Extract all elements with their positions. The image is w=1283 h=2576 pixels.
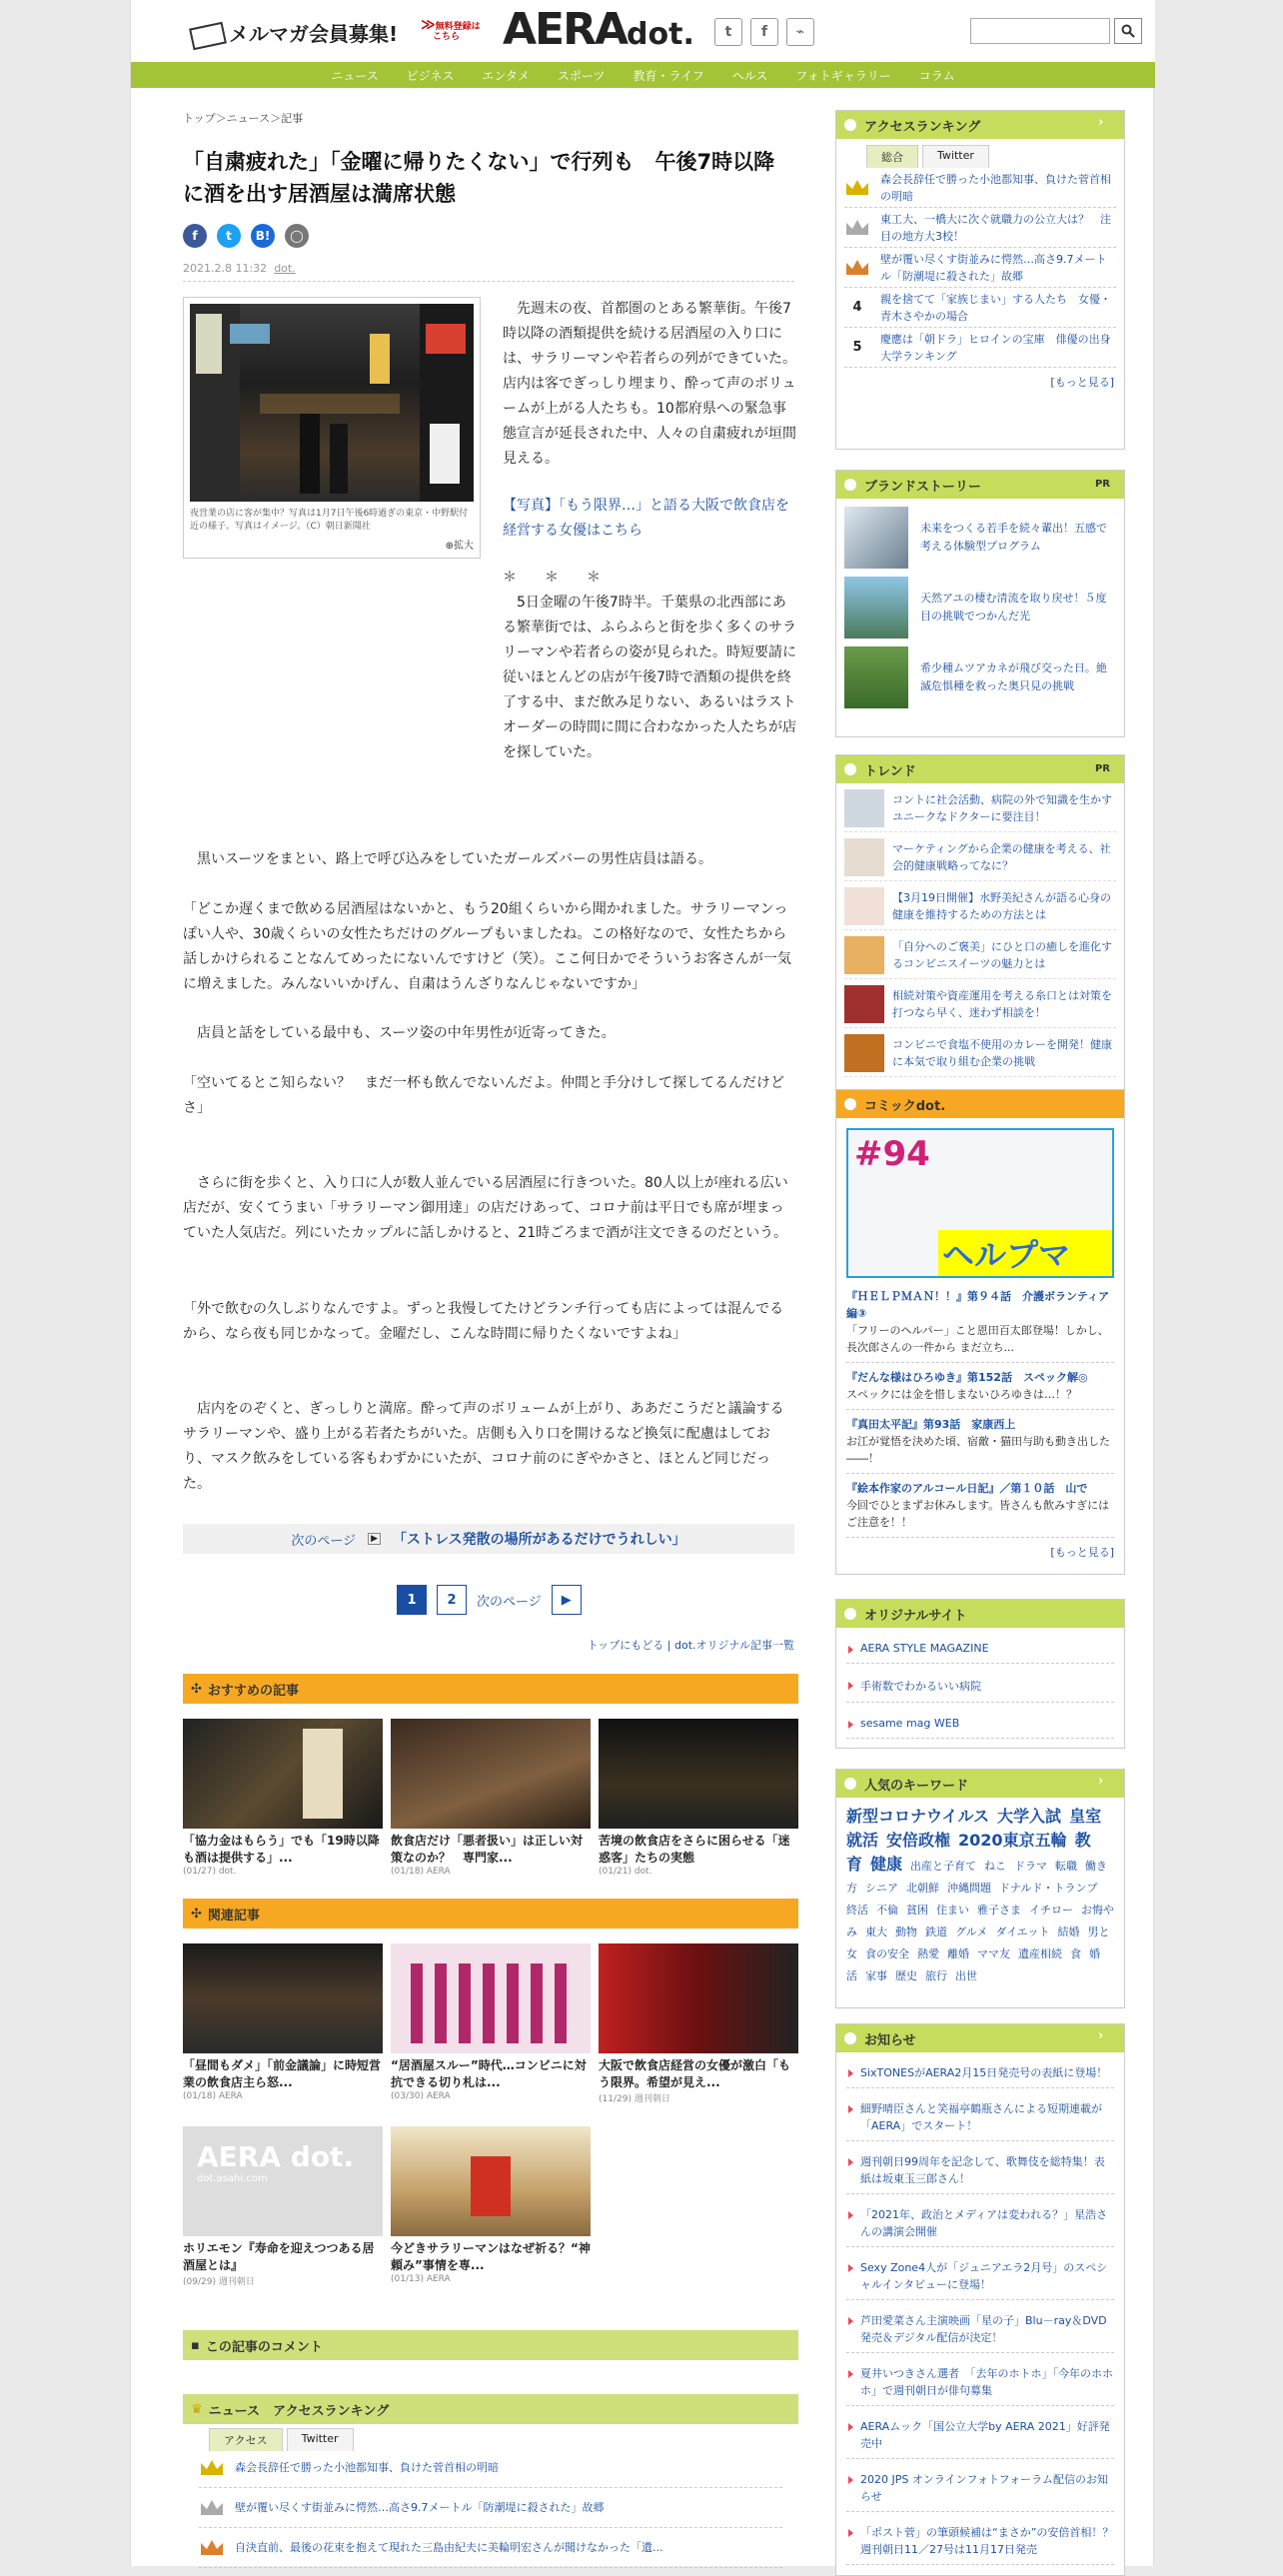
recommended-title: おすすめの記事 <box>207 1683 300 1699</box>
keyword-link[interactable]: 教育 <box>846 1831 1091 1874</box>
recommended-thumb <box>391 1719 591 1829</box>
keyword-link[interactable]: 北朝鮮 <box>906 1882 939 1895</box>
keyword-link[interactable]: 食 <box>1070 1947 1081 1960</box>
ranking-item[interactable] <box>844 208 1116 248</box>
related-meta-4: (09/29) 週刊朝日 <box>183 2277 255 2287</box>
paragraph-1: 先週末の夜、首都圏のとある繁華街。午後7時以降の酒類提供を続ける居酒屋の入り口には、サラリーマンや若者らの列ができていた。店内は客でぎっしり埋まり、酔って声のボリュームが上がる人たちも。10都府県への緊急事態宣言が延長された中、人々の自粛疲れが垣間見える。 <box>503 301 796 467</box>
keyword-link[interactable]: 歴史 <box>895 1969 917 1982</box>
recommended-title-2: 飲食店だけ「悪者扱い」は正しい対策なのか？ 専門家... <box>391 1834 584 1865</box>
keyword-link[interactable]: 遺産相続 <box>1018 1947 1062 1960</box>
article-date: 2021.2.8 11:32 <box>183 262 268 275</box>
news-ranking-header <box>183 2394 798 2424</box>
keyword-link[interactable]: 男と女 <box>846 1926 1110 1960</box>
pager-next-link[interactable]: 次のページ <box>477 1594 542 1610</box>
related-thumb <box>391 1943 591 2053</box>
keyword-link[interactable]: 結婚 <box>1057 1926 1080 1938</box>
mailmag-label: メルマガ会員募集! <box>229 22 399 46</box>
nav-news[interactable]: ニュース <box>331 68 379 83</box>
brand-story-item[interactable] <box>844 507 1116 569</box>
keyword-link[interactable]: 雅子さま <box>977 1904 1021 1917</box>
trend-text-6: コンビニで食塩不使用のカレーを開発！健康に本気で取り組む企業の挑戦 <box>892 1038 1112 1068</box>
next-page-label: 次のページ <box>291 1533 357 1549</box>
news-ranking-item[interactable] <box>199 2448 782 2488</box>
envelope-icon <box>189 21 227 50</box>
news-ranking-item[interactable] <box>199 2488 782 2528</box>
brand-story-text-1: 未来をつくる若手を続々輩出！五感で考える体験型プログラム <box>920 522 1107 553</box>
trend-text-4: 「自分へのご褒美」にひと口の癒しを進化するコンビニスイーツの魅力とは <box>892 940 1112 970</box>
brand-story-text-2: 天然アユの棲む清流を取り戻せ！５度目の挑戦でつかんだ光 <box>920 592 1107 623</box>
keyword-link[interactable]: 安倍政権 <box>886 1831 951 1850</box>
news-ranking-text-1: 森会長辞任で勝った小池都知事、負けた菅首相の明暗 <box>235 2461 499 2474</box>
recommended-card[interactable] <box>599 1719 798 1877</box>
bronze-crown-icon <box>844 257 870 279</box>
keyword-link[interactable]: ねこ <box>984 1860 1007 1873</box>
notice-box <box>835 2023 1125 2576</box>
mailmag-sub1: 無料登録は <box>435 22 481 32</box>
notice-item[interactable]: 細野晴臣さんと笑福亭鶴瓶さんによる短期連載が「AERA」でスタート！ <box>846 2094 1114 2141</box>
recommended-title-1: 「協力金はもらう」でも「19時以降も酒は提供する」... <box>183 1834 380 1865</box>
related-thumb <box>183 1943 383 2053</box>
ranking-item[interactable] <box>844 288 1116 328</box>
keyword-link[interactable]: 出産と子育て <box>910 1860 977 1873</box>
keyword-link[interactable]: 鉄道 <box>925 1926 947 1938</box>
chevron-right-icon: › <box>1098 1774 1104 1789</box>
comic-header[interactable] <box>836 1090 1124 1118</box>
keyword-link[interactable]: ママ友 <box>977 1947 1010 1960</box>
mailmag-sub2: こちら <box>433 32 461 42</box>
trend-text-5: 相続対策や資産運用を考える糸口とは対策を打つなら早く、迷わず相談を！ <box>892 989 1112 1019</box>
recommended-header <box>183 1674 798 1704</box>
recommended-card[interactable] <box>391 1719 591 1877</box>
ranking-item[interactable] <box>844 248 1116 288</box>
notice-title: お知らせ <box>864 2032 916 2048</box>
twitter-icon[interactable]: t <box>714 18 742 46</box>
trend-thumb <box>844 838 884 876</box>
comic-more-link[interactable]: [もっと見る] <box>1050 1546 1114 1559</box>
network-icon: ✣ <box>191 1906 202 1922</box>
keyword-link[interactable]: シニア <box>865 1882 898 1895</box>
pager-next-arrow-icon[interactable]: ▶ <box>552 1585 582 1615</box>
recommended-thumb <box>183 1719 383 1829</box>
global-nav <box>131 62 1155 88</box>
article-author[interactable]: dot. <box>274 262 296 275</box>
paragraph-9: 店内をのぞくと、ぎっしりと満席。酔って声のボリュームが上がり、ああだこうだと議論するサラリーマンや、盛り上がる若者たちがいた。店側も入り口を開けるなど換気に配慮はしており、マスク飲みをしている客もわずかにいたが、コロナ前のにぎやかさと、ほとんど同じだった。 <box>183 1401 784 1492</box>
notice-item[interactable]: 2020 JPS オンラインフォトフォーラム配信のお知らせ <box>846 2465 1114 2512</box>
rank-number-5: 5 <box>852 339 862 355</box>
keyword-link[interactable]: 終活 <box>846 1904 868 1917</box>
recommended-meta-1: (01/27) dot. <box>183 1867 237 1877</box>
chevron-right-icon: › <box>1098 115 1104 130</box>
paragraph-7: さらに街を歩くと、入り口に人が数人並んでいる居酒屋に行きついた。80人以上が座れる広い店だが、安くてうまい「サラリーマン御用達」の店だけあって、コロナ前は平日でも席が埋まっていた人気店だ。列にいたカップルに話しかけると、21時ごろまで酒が注文できるのだという。 <box>183 1175 788 1241</box>
paragraph-2: 5日金曜の午後7時半。千葉県の北西部にある繁華街では、ふらふらと街を歩く多くのサラリーマンや若者らの姿が見られた。時短要請に従いほとんどの店が午後7時で酒類の提供を終了する中、まだ飲み足りない、あるいはラストオーダーの時間に間に合わなかった人たちが店を探していた。 <box>503 595 796 760</box>
notice-item[interactable]: 夏井いつきさん選者 「去年のホトホ」「今年のホホホ」で週刊朝日が俳句募集 <box>846 2359 1114 2406</box>
network-icon: ✣ <box>191 1681 202 1697</box>
ranking-text-3: 壁が覆い尽くす街並みに愕然…高さ9.7メートル「防潮堤に殺された」故郷 <box>880 252 1107 283</box>
keyword-link[interactable]: 家事 <box>865 1969 887 1982</box>
tab-twitter[interactable]: Twitter <box>287 2428 354 2451</box>
ranking-box <box>835 110 1125 450</box>
related-title-4: ホリエモン『寿命を迎えつつある居酒屋とは』 <box>183 2241 375 2272</box>
logo-sub: dot. <box>627 17 694 52</box>
related-card[interactable] <box>391 1943 591 2101</box>
recommended-meta-3: (01/21) dot. <box>599 1867 652 1877</box>
nav-health[interactable]: ヘルス <box>731 68 768 83</box>
related-title-5: 今どきサラリーマンはなぜ祈る？“神頼み”事情を専... <box>391 2241 591 2272</box>
comic-box <box>835 1089 1125 1575</box>
keyword-header[interactable] <box>836 1770 1124 1798</box>
paragraph-6: 「空いてるとこ知らない？ まだ一杯も飲んでないんだよ。仲間と手分けして探してるんだけどさ」 <box>183 1075 784 1116</box>
zoom-icon: ⊕ <box>445 541 454 552</box>
ranking-text-5: 慶應は「朝ドラ」ヒロインの宝庫 俳優の出身大学ランキング <box>880 332 1111 363</box>
nav-photo-gallery[interactable]: フォトギャラリー <box>795 68 891 83</box>
search-button[interactable] <box>1114 18 1142 44</box>
footer-links: トップにもどる | dot.オリジナル記事一覧 <box>587 1639 794 1652</box>
ranking-text-1: 森会長辞任で勝った小池都知事、負けた菅首相の明暗 <box>880 172 1111 203</box>
trend-text-1: コントに社会活動、病院の外で知識を生かすユニークなドクターに要注目！ <box>892 793 1112 823</box>
news-ranking-item[interactable] <box>199 2528 782 2568</box>
recommended-card[interactable] <box>183 1719 383 1877</box>
next-page-box[interactable] <box>183 1524 794 1554</box>
keyword-link[interactable]: イチロー <box>1029 1904 1073 1917</box>
ranking-text-4: 親を捨てて「家族じまい」する人たち 女優・青木さやかの場合 <box>880 292 1111 323</box>
trend-thumb <box>844 789 884 827</box>
brand-story-thumb <box>844 577 908 639</box>
trend-title: トレンド <box>864 763 916 779</box>
notice-header[interactable] <box>836 2024 1124 2052</box>
nav-business[interactable]: ビジネス <box>406 68 455 83</box>
section-divider: ＊ ＊ ＊ <box>503 570 601 586</box>
original-site-title: オリジナルサイト <box>864 1608 967 1624</box>
rss-icon[interactable]: ⌁ <box>786 18 814 46</box>
keyword-link[interactable]: ドナルド・トランプ <box>999 1882 1098 1895</box>
pr-badge: PR <box>1094 479 1110 490</box>
keyword-link[interactable]: 食の安全 <box>865 1947 909 1960</box>
chevron-right-icon: › <box>1098 2028 1104 2043</box>
ranking-tabs <box>866 145 1124 168</box>
tab-access[interactable]: アクセス <box>209 2428 283 2451</box>
mailmag-signup-link[interactable]: ≫無料登録は こちら <box>421 17 481 42</box>
zoom-label: 拡大 <box>454 541 474 552</box>
logo-main: AERA <box>503 4 628 55</box>
brand-story-box <box>835 470 1125 737</box>
comments-title: この記事のコメント <box>205 2339 323 2355</box>
related-meta-2: (03/30) AERA <box>391 2091 451 2101</box>
notice-item[interactable]: 芦田愛菜さん主演映画「星の子」Blu－ray＆DVD発売＆デジタル配信が決定！ <box>846 2306 1114 2353</box>
comic-banner[interactable] <box>846 1128 1114 1278</box>
trend-item[interactable] <box>844 887 1116 930</box>
trend-thumb <box>844 1034 884 1072</box>
comic-item[interactable] <box>846 1416 1114 1474</box>
nav-entame[interactable]: エンタメ <box>482 68 530 83</box>
related-thumb <box>599 1943 798 2053</box>
brand-story-header <box>836 471 1124 499</box>
related-meta-3: (11/29) 週刊朝日 <box>599 2094 670 2104</box>
brand-story-item[interactable] <box>844 577 1116 639</box>
notice-item[interactable]: 週刊朝日99周年を記念して、歌舞伎を総特集！表紙は坂東玉三郎さん！ <box>846 2147 1114 2194</box>
ranking-more-link[interactable]: [もっと見る] <box>1050 376 1114 389</box>
comic-item[interactable] <box>846 1369 1114 1410</box>
next-page-title: 「ストレス発散の場所があるだけでうれしい」 <box>393 1532 686 1548</box>
comic-title: コミックdot. <box>864 1098 946 1114</box>
keyword-link[interactable]: ドラマ <box>1014 1860 1048 1873</box>
keyword-link[interactable]: 熱愛 <box>917 1947 939 1960</box>
keyword-link[interactable]: 婚活 <box>846 1947 1100 1982</box>
trend-item[interactable] <box>844 936 1116 979</box>
comic-head-1: 『ＨＥＬＰＭＡＮ！！』第９４話 介護ボランティア編③ <box>846 1290 1110 1320</box>
keyword-link[interactable]: 東大 <box>865 1926 887 1938</box>
trend-text-3: 【3月19日開催】水野美紀さんが語る心身の健康を維持するための方法とは <box>892 891 1111 921</box>
related-card[interactable] <box>391 2126 591 2284</box>
original-list-link[interactable]: dot.オリジナル記事一覧 <box>674 1639 794 1652</box>
related-thumb-placeholder <box>183 2126 383 2236</box>
comic-body-2: スペックには金を惜しまないひろゆきは…！？ <box>846 1388 1077 1401</box>
related-title-2: “居酒屋スルー”時代…コンビニに対抗できる切り札は... <box>391 2058 587 2089</box>
paragraph-8: 「外で飲むの久しぶりなんですよ。ずっと我慢してたけどランチ行っても店によっては混んでるから、なら夜も同じかなって。金曜だし、こんな時間に帰りたくないですよね」 <box>183 1301 784 1342</box>
keyword-link[interactable]: 就活 <box>846 1831 879 1850</box>
trend-item[interactable] <box>844 838 1116 881</box>
keyword-link[interactable]: 健康 <box>870 1855 903 1874</box>
keyword-link[interactable]: 皇室 <box>1069 1807 1102 1826</box>
related-header <box>183 1899 798 1929</box>
keyword-link[interactable]: ダイエット <box>995 1926 1050 1938</box>
breadcrumb-article: 記事 <box>281 112 304 125</box>
recommended-title-3: 苦境の飲食店をさらに困らせる「迷惑客」たちの実態 <box>599 1834 790 1865</box>
brand-story-thumb <box>844 507 908 569</box>
notice-item[interactable]: AERAムック「国公立大学by AERA 2021」好評発売中 <box>846 2412 1114 2459</box>
ranking-header[interactable] <box>836 111 1124 139</box>
ranking-text-2: 東工大、一橋大に次ぐ就職力の公立大は？ 注目の地方大3校！ <box>880 212 1111 243</box>
ranking-title: アクセスランキング <box>864 119 981 135</box>
recommended-thumb <box>599 1719 798 1829</box>
news-ranking-text-2: 壁が覆い尽くす街並みに愕然…高さ9.7メートル「防潮堤に殺された」故郷 <box>235 2501 605 2514</box>
crown-icon: ♛ <box>191 2401 203 2417</box>
keyword-link[interactable]: お悔やみ <box>846 1904 1114 1938</box>
trend-item[interactable] <box>844 1034 1116 1077</box>
trend-thumb <box>844 985 884 1023</box>
news-ranking-title: ニュース アクセスランキング <box>208 2403 390 2419</box>
gold-crown-icon <box>199 2457 225 2479</box>
ranking-item[interactable] <box>844 328 1116 368</box>
comic-head-4: 『絵本作家のアルコール日記』／第１０話 山で <box>846 1482 1088 1495</box>
comment-icon[interactable]: ◯ <box>285 224 309 248</box>
article-photo[interactable] <box>183 297 481 559</box>
keyword-link[interactable]: 出世 <box>955 1969 977 1982</box>
keyword-link[interactable]: グルメ <box>955 1926 988 1938</box>
photo-gallery-link[interactable]: 【写真】「もう限界…」と語る大阪で飲食店を経営する女優はこちら <box>503 498 789 539</box>
nav-column[interactable]: コラム <box>918 68 955 83</box>
placeholder-logo: AERA dot. <box>197 2140 355 2173</box>
article-body <box>179 110 798 2566</box>
comic-body-4: 今回でひとまずお休みします。皆さんも飲みすぎには ご注意を！！ <box>846 1499 1110 1529</box>
related-title-1: 「昼間もダメ」「前金議論」に時短営業の飲食店主ら怒... <box>183 2058 382 2089</box>
news-ranking-list <box>191 2448 790 2568</box>
silver-crown-icon <box>844 217 870 239</box>
page <box>130 0 1154 2566</box>
brand-story-text-3: 希少種ムツアカネが飛び交った日。絶滅危惧種を救った奥只見の挑戦 <box>920 661 1107 692</box>
search-input[interactable] <box>970 18 1110 44</box>
paragraph-4: 「どこか遅くまで飲める居酒屋はないかと、もう20組くらいから聞かれました。サラリーマンっぽい人や、30歳くらいの女性たちだけのグループもいましたね。この格好なので、女性たちから話しかけられることなんてめったにないんですけど（笑）。ここ何日かでそういうお客さんが一気に増えました。みんないいかげん、自粛はうんざりなんじゃないですか」 <box>183 901 791 992</box>
trend-thumb <box>844 887 884 925</box>
keyword-link[interactable]: 貧困 <box>906 1904 928 1917</box>
page-1[interactable]: 1 <box>397 1585 427 1615</box>
keyword-link[interactable]: 離婚 <box>947 1947 969 1960</box>
brand-story-title: ブランドストーリー <box>864 479 981 495</box>
comic-item[interactable] <box>846 1288 1114 1363</box>
site-logo[interactable] <box>503 4 694 55</box>
related-card[interactable] <box>183 1943 383 2101</box>
keyword-link[interactable]: 動物 <box>895 1926 917 1938</box>
notice-item[interactable]: SixTONESがAERA2月15日発売号の表紙に登場！ <box>846 2058 1114 2088</box>
nav-education-life[interactable]: 教育・ライフ <box>633 68 704 83</box>
keyword-box <box>835 1769 1125 2008</box>
keyword-link[interactable]: 新型コロナウイルス <box>846 1807 990 1826</box>
breadcrumb-top[interactable]: トップ <box>183 112 216 125</box>
trend-header <box>836 755 1124 783</box>
photo-zoom-link[interactable] <box>446 537 474 552</box>
silver-crown-icon <box>199 2497 225 2519</box>
pagination <box>397 1585 582 1615</box>
article-photo-image <box>190 304 474 502</box>
breadcrumb-news[interactable]: ニュース <box>226 112 271 125</box>
keyword-link[interactable]: 2020東京五輪 <box>958 1831 1067 1850</box>
trend-thumb <box>844 936 884 974</box>
keyword-link[interactable]: 沖縄問題 <box>947 1882 991 1895</box>
comic-body-3: お江が覚悟を決めた頃、宿敵・猫田与助も動き出した――！ <box>846 1435 1110 1465</box>
original-site-box <box>835 1599 1125 1749</box>
comic-head-2: 『だんな様はひろゆき』第152話 スペック解◎ <box>846 1371 1088 1384</box>
comic-body-1: 「フリーのヘルパー」こと恩田百太郎登場！しかし、長次郎さんの一件から まだ立ち... <box>846 1324 1109 1354</box>
brand-story-item[interactable] <box>844 646 1116 708</box>
keyword-link[interactable]: 不倫 <box>876 1904 898 1917</box>
pr-badge: PR <box>1094 763 1110 774</box>
keyword-list <box>846 1806 1114 1987</box>
page-2[interactable]: 2 <box>437 1585 467 1615</box>
placeholder-url: dot.asahi.com <box>197 2173 268 2184</box>
news-ranking-text-3: 自決直前、最後の花束を抱えて現れた三島由紀夫に美輪明宏さんが聞けなかった「遺... <box>235 2541 663 2554</box>
notice-item[interactable]: Sexy Zone4人が「ジュニアエラ2月号」のスペシャルインタビューに登場！ <box>846 2253 1114 2300</box>
comments-header[interactable] <box>183 2330 798 2360</box>
brand-story-thumb <box>844 646 908 708</box>
comic-banner-title: ヘルプマ <box>938 1230 1112 1278</box>
keyword-link[interactable]: 働き方 <box>846 1860 1108 1895</box>
article-intro <box>503 297 798 765</box>
article-title: 「自粛疲れた」「金曜に帰りたくない」で行列も 午後7時以降に酒を出す居酒屋は満席状態 <box>183 150 775 206</box>
notice-item[interactable]: 「ポスト菅」の筆頭候補は“まさか”の安倍首相！？週刊朝日11／27号は11月17日発売 <box>846 2518 1114 2565</box>
paragraph-5: 店員と話をしている最中も、スーツ姿の中年男性が近寄ってきた。 <box>183 1025 616 1041</box>
ranking-item[interactable] <box>844 168 1116 208</box>
tab-overall[interactable]: 総合 <box>866 145 918 168</box>
notice-item[interactable]: 「2021年、政治とメディアは変われる？」星浩さんの講演会開催 <box>846 2200 1114 2247</box>
comic-item[interactable] <box>846 1480 1114 1538</box>
keyword-link[interactable]: 転職 <box>1055 1860 1078 1873</box>
twitter-share-icon[interactable]: t <box>217 224 241 248</box>
comment-icon: ▪ <box>191 2337 200 2353</box>
keyword-title: 人気のキーワード <box>864 1778 969 1794</box>
trend-item[interactable] <box>844 985 1116 1028</box>
related-card[interactable] <box>599 1943 798 2104</box>
facebook-share-icon[interactable]: f <box>183 224 207 248</box>
related-title-3: 大阪で飲食店経営の女優が激白「もう限界。希望が見え... <box>599 2058 791 2089</box>
recommended-meta-2: (01/18) AERA <box>391 1867 451 1877</box>
related-thumb <box>391 2126 591 2236</box>
original-site-link-3[interactable]: sesame mag WEB <box>846 1709 1114 1739</box>
keyword-link[interactable]: 旅行 <box>925 1969 947 1982</box>
keyword-link[interactable]: 住まい <box>936 1904 969 1917</box>
tab-twitter[interactable]: Twitter <box>922 145 989 168</box>
rank-number-4: 4 <box>852 299 862 315</box>
trend-text-2: マーケティングから企業の健康を考える、社会的健康戦略ってなに？ <box>892 842 1111 872</box>
original-site-header <box>836 1600 1124 1628</box>
related-meta-1: (01/18) AERA <box>183 2091 243 2101</box>
related-meta-5: (01/13) AERA <box>391 2274 451 2284</box>
next-arrow-icon: ▶ <box>368 1533 381 1545</box>
facebook-icon[interactable]: f <box>750 18 778 46</box>
search-icon <box>1121 24 1135 38</box>
paragraph-3: 黒いスーツをまとい、路上で呼び込みをしていたガールズバーの男性店員は語る。 <box>183 851 713 867</box>
comic-head-3: 『真田太平記』第93話 家康西上 <box>846 1418 1016 1431</box>
back-to-top-link[interactable]: トップにもどる <box>587 1639 664 1652</box>
site-header <box>131 0 1155 62</box>
gold-crown-icon <box>844 177 870 199</box>
bronze-crown-icon <box>199 2537 225 2559</box>
original-site-link-1[interactable]: AERA STYLE MAGAZINE <box>846 1634 1114 1664</box>
hatena-bookmark-icon[interactable]: B! <box>251 224 275 248</box>
breadcrumb: トップ＞ニュース＞記事 <box>183 112 304 125</box>
mailmag-banner[interactable] <box>191 18 398 47</box>
keyword-link[interactable]: 大学入試 <box>997 1807 1062 1826</box>
comic-banner-number: #94 <box>854 1134 930 1174</box>
related-title: 関連記事 <box>207 1908 260 1924</box>
original-site-link-2[interactable]: 手術数でわかるいい病院 <box>846 1670 1114 1703</box>
related-card[interactable] <box>183 2126 383 2287</box>
photo-caption: 夜営業の店に客が集中？写真は1月7日午後6時過ぎの東京・中野駅付近の様子。写真はイメージ。（C）朝日新聞社 <box>190 509 469 532</box>
nav-sports[interactable]: スポーツ <box>557 68 606 83</box>
trend-item[interactable] <box>844 789 1116 832</box>
